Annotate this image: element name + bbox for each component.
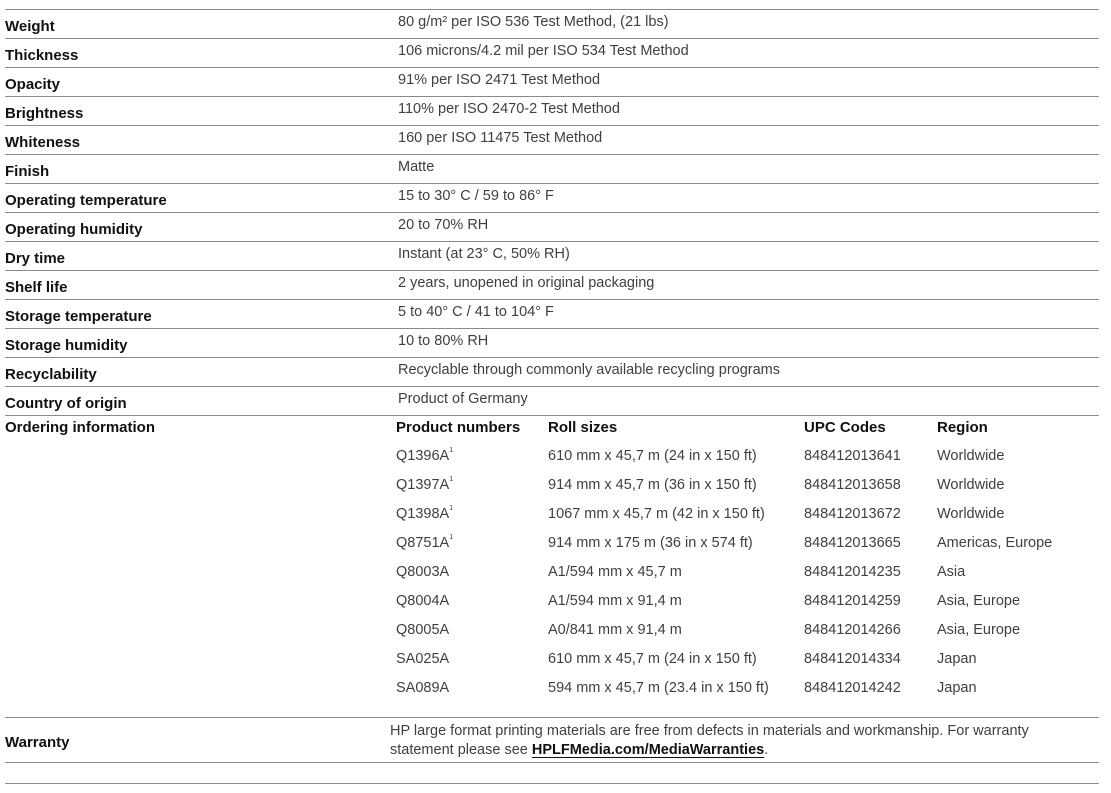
spec-sheet [5, 9, 1099, 763]
header-product-numbers: Product numbers [396, 419, 521, 436]
spec-label: Recyclability [5, 366, 97, 383]
region-text: Asia, Europe [937, 593, 1021, 609]
spec-label: Whiteness [5, 134, 81, 151]
region [937, 622, 1020, 638]
product-number [396, 622, 449, 638]
spec-label: Storage temperature [5, 308, 152, 325]
region-text: Americas, Europe [937, 535, 1053, 551]
upc-code-text: 848412013658 [804, 477, 901, 493]
upc-code [804, 477, 901, 493]
spec-label: Country of origin [5, 395, 127, 412]
region [937, 506, 1004, 522]
product-number [396, 448, 453, 464]
ordering-row [396, 529, 1096, 558]
spec-label: Finish [5, 163, 50, 180]
product-number-text: Q8003A [396, 564, 450, 580]
upc-code [804, 680, 901, 696]
ordering-row [396, 587, 1096, 616]
roll-size [548, 535, 753, 551]
upc-code [804, 448, 901, 464]
warranty-link[interactable]: HPLFMedia.com/MediaWarranties [531, 742, 765, 758]
region-text: Japan [937, 651, 977, 667]
product-number-text: Q1397A [396, 477, 450, 493]
spec-row [5, 328, 1099, 357]
roll-size [548, 564, 682, 580]
upc-code-text: 848412014242 [804, 680, 901, 696]
roll-size [548, 622, 682, 638]
roll-size-text: 1067 mm x 45,7 m (42 in x 150 ft) [548, 506, 765, 522]
roll-size-text: A0/841 mm x 91,4 m [548, 622, 682, 638]
header-upc-codes: UPC Codes [804, 419, 886, 436]
spec-value: 110% per ISO 2470-2 Test Method [398, 101, 620, 117]
upc-code [804, 506, 901, 522]
spec-value: 5 to 40° C / 41 to 104° F [398, 304, 554, 320]
upc-code-text: 848412013672 [804, 506, 901, 522]
region [937, 680, 977, 696]
product-number-text: Q1396A [396, 448, 450, 464]
upc-code [804, 535, 901, 551]
warranty-text [390, 722, 1090, 760]
spec-label: Dry time [5, 250, 66, 267]
ordering-row [396, 558, 1096, 587]
region-text: Asia, Europe [937, 622, 1021, 638]
roll-size-text: 594 mm x 45,7 m (23.4 in x 150 ft) [548, 680, 769, 696]
warranty-label: Warranty [5, 734, 70, 751]
product-number [396, 477, 453, 493]
spec-label: Thickness [5, 47, 79, 64]
spec-row [5, 241, 1099, 270]
spec-value: Instant (at 23° C, 50% RH) [398, 246, 570, 262]
region [937, 448, 1004, 464]
spec-value: 15 to 30° C / 59 to 86° F [398, 188, 554, 204]
product-number [396, 506, 453, 522]
product-number [396, 564, 449, 580]
ordering-row [396, 674, 1096, 703]
product-number-text: Q8005A [396, 622, 450, 638]
header-roll-sizes: Roll sizes [548, 419, 618, 436]
product-number-text: Q1398A [396, 506, 450, 522]
region-text: Worldwide [937, 506, 1005, 522]
region [937, 564, 965, 580]
ordering-row [396, 645, 1096, 674]
ordering-section [5, 415, 1099, 717]
spec-label: Opacity [5, 76, 61, 93]
ordering-row [396, 616, 1096, 645]
ordering-row [396, 442, 1096, 471]
region-text: Worldwide [937, 477, 1005, 493]
product-number-text: Q8004A [396, 593, 450, 609]
specifications-table [5, 9, 1099, 415]
region-text: Japan [937, 680, 977, 696]
spec-value: 20 to 70% RH [398, 217, 489, 233]
spec-value: 91% per ISO 2471 Test Method [398, 72, 601, 88]
region-text: Worldwide [937, 448, 1005, 464]
spec-row [5, 299, 1099, 328]
spec-label: Storage humidity [5, 337, 128, 354]
spec-row [5, 154, 1099, 183]
spec-label: Operating temperature [5, 192, 167, 209]
product-number [396, 680, 449, 696]
product-number-text: SA089A [396, 680, 450, 696]
ordering-table [396, 416, 1096, 703]
spec-row [5, 357, 1099, 386]
footnote-marker: 1 [449, 476, 454, 483]
spec-value: 2 years, unopened in original packaging [398, 275, 655, 291]
roll-size [548, 506, 765, 522]
warranty-statement: HP large format printing materials are free from defects in materials and workmanship. For warranty statement please see [390, 723, 1029, 758]
ordering-row [396, 500, 1096, 529]
warranty-section [5, 717, 1099, 763]
spec-value: Product of Germany [398, 391, 528, 407]
spec-value: 106 microns/4.2 mil per ISO 534 Test Method [398, 43, 689, 59]
upc-code-text: 848412014334 [804, 651, 901, 667]
upc-code-text: 848412014259 [804, 593, 901, 609]
roll-size [548, 593, 682, 609]
region [937, 477, 1004, 493]
spec-row [5, 183, 1099, 212]
upc-code-text: 848412014235 [804, 564, 901, 580]
roll-size [548, 477, 757, 493]
roll-size-text: 914 mm x 175 m (36 in x 574 ft) [548, 535, 753, 551]
roll-size-text: 610 mm x 45,7 m (24 in x 150 ft) [548, 448, 757, 464]
spec-value: 160 per ISO 11475 Test Method [398, 130, 603, 146]
spec-value: 10 to 80% RH [398, 333, 489, 349]
region [937, 593, 1020, 609]
spec-row [5, 212, 1099, 241]
product-number-text: SA025A [396, 651, 450, 667]
spec-row [5, 38, 1099, 67]
spec-row [5, 270, 1099, 299]
header-region: Region [937, 419, 988, 436]
upc-code-text: 848412013641 [804, 448, 901, 464]
spec-row [5, 96, 1099, 125]
roll-size [548, 680, 769, 696]
spec-label: Shelf life [5, 279, 68, 296]
product-number-text: Q8751A [396, 535, 450, 551]
roll-size-text: A1/594 mm x 91,4 m [548, 593, 682, 609]
product-number [396, 593, 449, 609]
product-number [396, 535, 453, 551]
footnote-marker: 1 [449, 447, 454, 454]
upc-code [804, 564, 901, 580]
region-text: Asia [937, 564, 966, 580]
footnote-marker: 1 [449, 534, 454, 541]
product-number [396, 651, 449, 667]
upc-code [804, 651, 901, 667]
upc-code [804, 593, 901, 609]
roll-size [548, 651, 757, 667]
spec-row [5, 67, 1099, 96]
spec-value: Matte [398, 159, 435, 175]
warranty-period: . [764, 742, 769, 758]
roll-size-text: 914 mm x 45,7 m (36 in x 150 ft) [548, 477, 757, 493]
spec-value: Recyclable through commonly available recycling programs [398, 362, 781, 378]
spec-label: Operating humidity [5, 221, 143, 238]
ordering-header-row [396, 416, 1096, 442]
upc-code-text: 848412014266 [804, 622, 901, 638]
spec-row [5, 386, 1099, 415]
upc-code-text: 848412013665 [804, 535, 901, 551]
region [937, 651, 977, 667]
footnote-marker: 1 [449, 505, 454, 512]
roll-size-text: 610 mm x 45,7 m (24 in x 150 ft) [548, 651, 757, 667]
upc-code [804, 622, 901, 638]
roll-size [548, 448, 757, 464]
spec-label: Weight [5, 18, 55, 35]
spec-label: Brightness [5, 105, 84, 122]
bottom-divider [5, 783, 1099, 784]
spec-row [5, 9, 1099, 38]
roll-size-text: A1/594 mm x 45,7 m [548, 564, 682, 580]
region [937, 535, 1052, 551]
spec-row [5, 125, 1099, 154]
ordering-row [396, 471, 1096, 500]
ordering-label: Ordering information [5, 419, 155, 436]
spec-value: 80 g/m² per ISO 536 Test Method, (21 lbs) [398, 14, 669, 30]
